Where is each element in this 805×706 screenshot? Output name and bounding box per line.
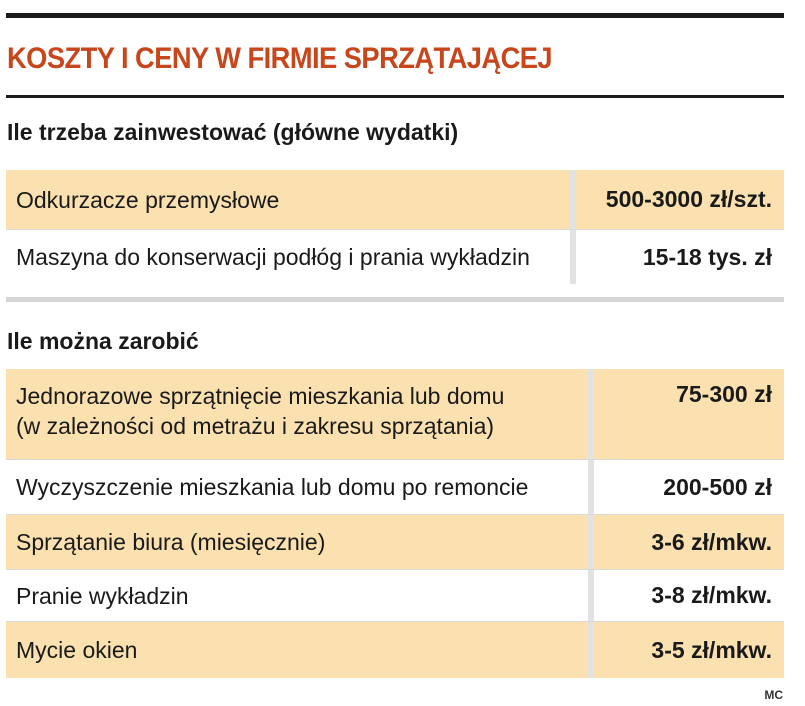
table-row [6, 460, 784, 515]
row-value: 3-5 zł/mkw. [651, 636, 772, 663]
table-row [6, 230, 784, 284]
section-heading-investment: Ile trzeba zainwestować (główne wydatki) [7, 119, 459, 145]
table-row [6, 369, 784, 460]
page-title: KOSZTY I CENY W FIRMIE SPRZĄTAJĄCEJ [7, 42, 553, 75]
table-row [6, 570, 784, 622]
table-row [6, 170, 784, 230]
section-heading-earnings: Ile można zarobić [7, 328, 199, 354]
row-label: Wyczyszczenie mieszkania lub domu po remoncie [16, 474, 529, 500]
row-value: 15-18 tys. zł [642, 243, 772, 270]
row-label [6, 369, 588, 459]
row-label: Sprzątanie biura (miesięcznie) [16, 529, 326, 555]
top-bar [6, 13, 784, 18]
row-label: Maszyna do konserwacji podłóg i prania wykładzin [16, 244, 530, 270]
row-value: 200-500 zł [663, 473, 772, 500]
row-value: 500-3000 zł/szt. [605, 186, 772, 212]
table-row [6, 622, 784, 678]
credit-initials: MC [764, 688, 783, 702]
row-label: Odkurzacze przemysłowe [16, 186, 280, 213]
row-label: Mycie okien [16, 637, 138, 663]
row-value: 75-300 zł [676, 381, 772, 407]
section-separator [6, 297, 784, 302]
row-value: 3-6 zł/mkw. [651, 528, 772, 555]
row-label-line: Jednorazowe sprzątnięcie mieszkania lub domu [16, 383, 505, 409]
earnings-table [6, 369, 784, 678]
investment-table [6, 170, 784, 284]
title-underline [6, 95, 784, 98]
table-row [6, 515, 784, 570]
row-value: 3-8 zł/mkw. [651, 582, 772, 608]
row-label: Pranie wykładzin [16, 582, 189, 609]
row-label-line: (w zależności od metrażu i zakresu sprzątania) [16, 413, 495, 439]
